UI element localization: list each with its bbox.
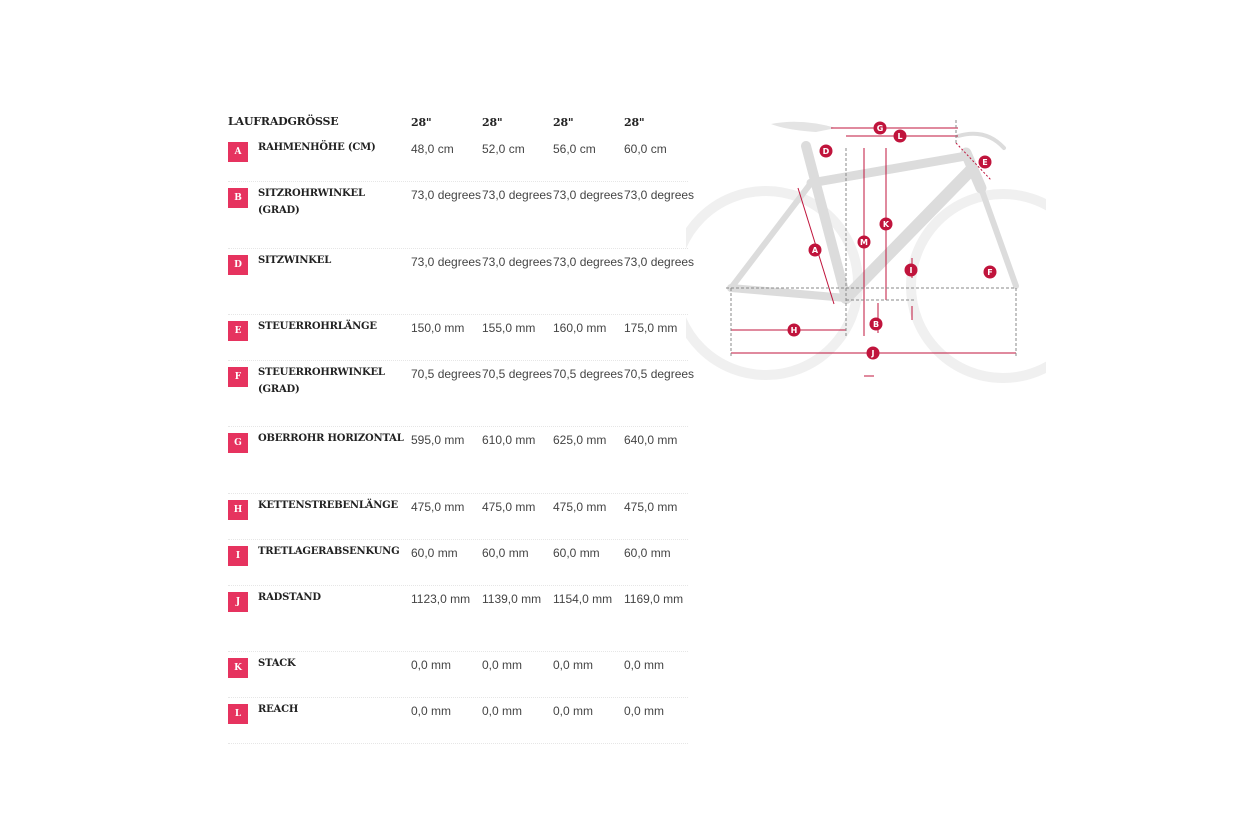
svg-text:B: B [872, 320, 880, 329]
badge-l: L [228, 704, 248, 724]
value-cell: 73,0 degrees [553, 188, 624, 202]
wheel-size-label: LAUFRADGRÖSSE [228, 115, 339, 128]
table-row [228, 427, 688, 494]
geometry-table [228, 108, 695, 744]
badge-e: E [228, 321, 248, 341]
marker-h [788, 324, 801, 337]
value-cell: 70,5 degrees [624, 367, 695, 381]
saddle [771, 122, 836, 132]
value-cell: 73,0 degrees [411, 255, 482, 269]
size-col-2: 28" [482, 116, 503, 129]
badge-f: F [228, 367, 248, 387]
marker-j [867, 347, 880, 360]
value-cell: 0,0 mm [624, 658, 665, 672]
rear-wheel [686, 191, 858, 375]
value-cell: 52,0 cm [482, 142, 525, 156]
value-cell: 60,0 mm [411, 546, 458, 560]
parameter-name: RAHMENHÖHE (CM) [258, 142, 376, 153]
parameter-name: RADSTAND [258, 592, 321, 603]
svg-text:E: E [982, 158, 988, 167]
value-cell: 0,0 mm [482, 658, 523, 672]
table-row [228, 315, 688, 361]
badge-k: K [228, 658, 248, 678]
value-cell: 475,0 mm [411, 500, 465, 514]
badge-i: I [228, 546, 248, 566]
parameter-name: STEUERROHRLÄNGE [258, 321, 377, 332]
value-cell: 73,0 degrees [411, 188, 482, 202]
value-cell: 475,0 mm [482, 500, 536, 514]
badge-a: A [228, 142, 248, 162]
value-cell: 60,0 mm [624, 546, 671, 560]
value-cell: 1154,0 mm [553, 592, 613, 606]
value-cell: 0,0 mm [411, 658, 452, 672]
svg-text:M: M [860, 238, 868, 247]
value-cell: 1139,0 mm [482, 592, 542, 606]
value-cell: 70,5 degrees [482, 367, 553, 381]
size-col-1: 28" [411, 116, 432, 129]
value-cell: 640,0 mm [624, 433, 678, 447]
parameter-name: SITZWINKEL [258, 255, 332, 266]
table-row [228, 136, 688, 182]
svg-text:F: F [987, 268, 993, 277]
value-cell: 0,0 mm [624, 704, 665, 718]
value-cell: 1123,0 mm [411, 592, 471, 606]
marker-d [820, 145, 833, 158]
value-cell: 595,0 mm [411, 433, 465, 447]
table-row [228, 586, 688, 652]
marker-g [874, 122, 887, 135]
value-cell: 0,0 mm [553, 658, 594, 672]
value-cell: 73,0 degrees [553, 255, 624, 269]
value-cell: 475,0 mm [553, 500, 607, 514]
parameter-name: KETTENSTREBENLÄNGE [258, 500, 398, 511]
front-wheel [911, 194, 1046, 378]
table-row [228, 182, 695, 249]
badge-b: B [228, 188, 248, 208]
value-cell: 0,0 mm [553, 704, 594, 718]
marker-a [809, 244, 822, 257]
table-row [228, 540, 688, 586]
parameter-name: OBERROHR HORIZONTAL [258, 433, 404, 444]
value-cell: 73,0 degrees [482, 255, 553, 269]
value-cell: 56,0 cm [553, 142, 596, 156]
value-cell: 160,0 mm [553, 321, 607, 335]
value-cell: 73,0 degrees [482, 188, 553, 202]
value-cell: 60,0 mm [482, 546, 529, 560]
value-cell: 73,0 degrees [624, 255, 695, 269]
table-header [228, 108, 688, 136]
value-cell: 48,0 cm [411, 142, 454, 156]
value-cell: 73,0 degrees [624, 188, 695, 202]
svg-text:H: H [790, 326, 798, 335]
parameter-name: STEUERROHRWINKEL (GRAD) [258, 367, 385, 395]
value-cell: 0,0 mm [411, 704, 452, 718]
parameter-name: SITZROHRWINKEL (GRAD) [258, 188, 365, 216]
marker-e [979, 156, 992, 169]
value-cell: 610,0 mm [482, 433, 536, 447]
svg-text:D: D [822, 147, 830, 156]
marker-m [858, 236, 871, 249]
marker-k [880, 218, 893, 231]
bike-frame [731, 134, 1016, 298]
badge-h: H [228, 500, 248, 520]
table-row [228, 652, 688, 698]
marker-b [870, 318, 883, 331]
parameter-name: REACH [258, 704, 299, 715]
badge-g: G [228, 433, 248, 453]
table-row [228, 698, 688, 744]
svg-text:K: K [882, 220, 890, 229]
table-row [228, 249, 695, 315]
value-cell: 60,0 cm [624, 142, 667, 156]
value-cell: 155,0 mm [482, 321, 536, 335]
marker-l [894, 130, 907, 143]
badge-j: J [228, 592, 248, 612]
value-cell: 70,5 degrees [411, 367, 482, 381]
svg-text:J: J [871, 349, 875, 358]
value-cell: 70,5 degrees [553, 367, 624, 381]
table-row [228, 494, 688, 540]
size-col-4: 28" [624, 116, 645, 129]
svg-text:A: A [811, 246, 819, 255]
value-cell: 0,0 mm [482, 704, 523, 718]
value-cell: 475,0 mm [624, 500, 678, 514]
marker-i [905, 264, 918, 277]
value-cell: 1169,0 mm [624, 592, 684, 606]
badge-d: D [228, 255, 248, 275]
size-col-3: 28" [553, 116, 574, 129]
value-cell: 150,0 mm [411, 321, 465, 335]
marker-f [984, 266, 997, 279]
table-row [228, 361, 695, 427]
svg-text:I: I [909, 266, 913, 275]
value-cell: 175,0 mm [624, 321, 678, 335]
parameter-name: STACK [258, 658, 296, 669]
svg-text:G: G [876, 124, 884, 133]
parameter-name: TRETLAGERABSENKUNG [258, 546, 400, 557]
svg-text:L: L [897, 132, 903, 141]
bike-geometry-diagram [686, 108, 1046, 398]
value-cell: 625,0 mm [553, 433, 607, 447]
value-cell: 60,0 mm [553, 546, 600, 560]
